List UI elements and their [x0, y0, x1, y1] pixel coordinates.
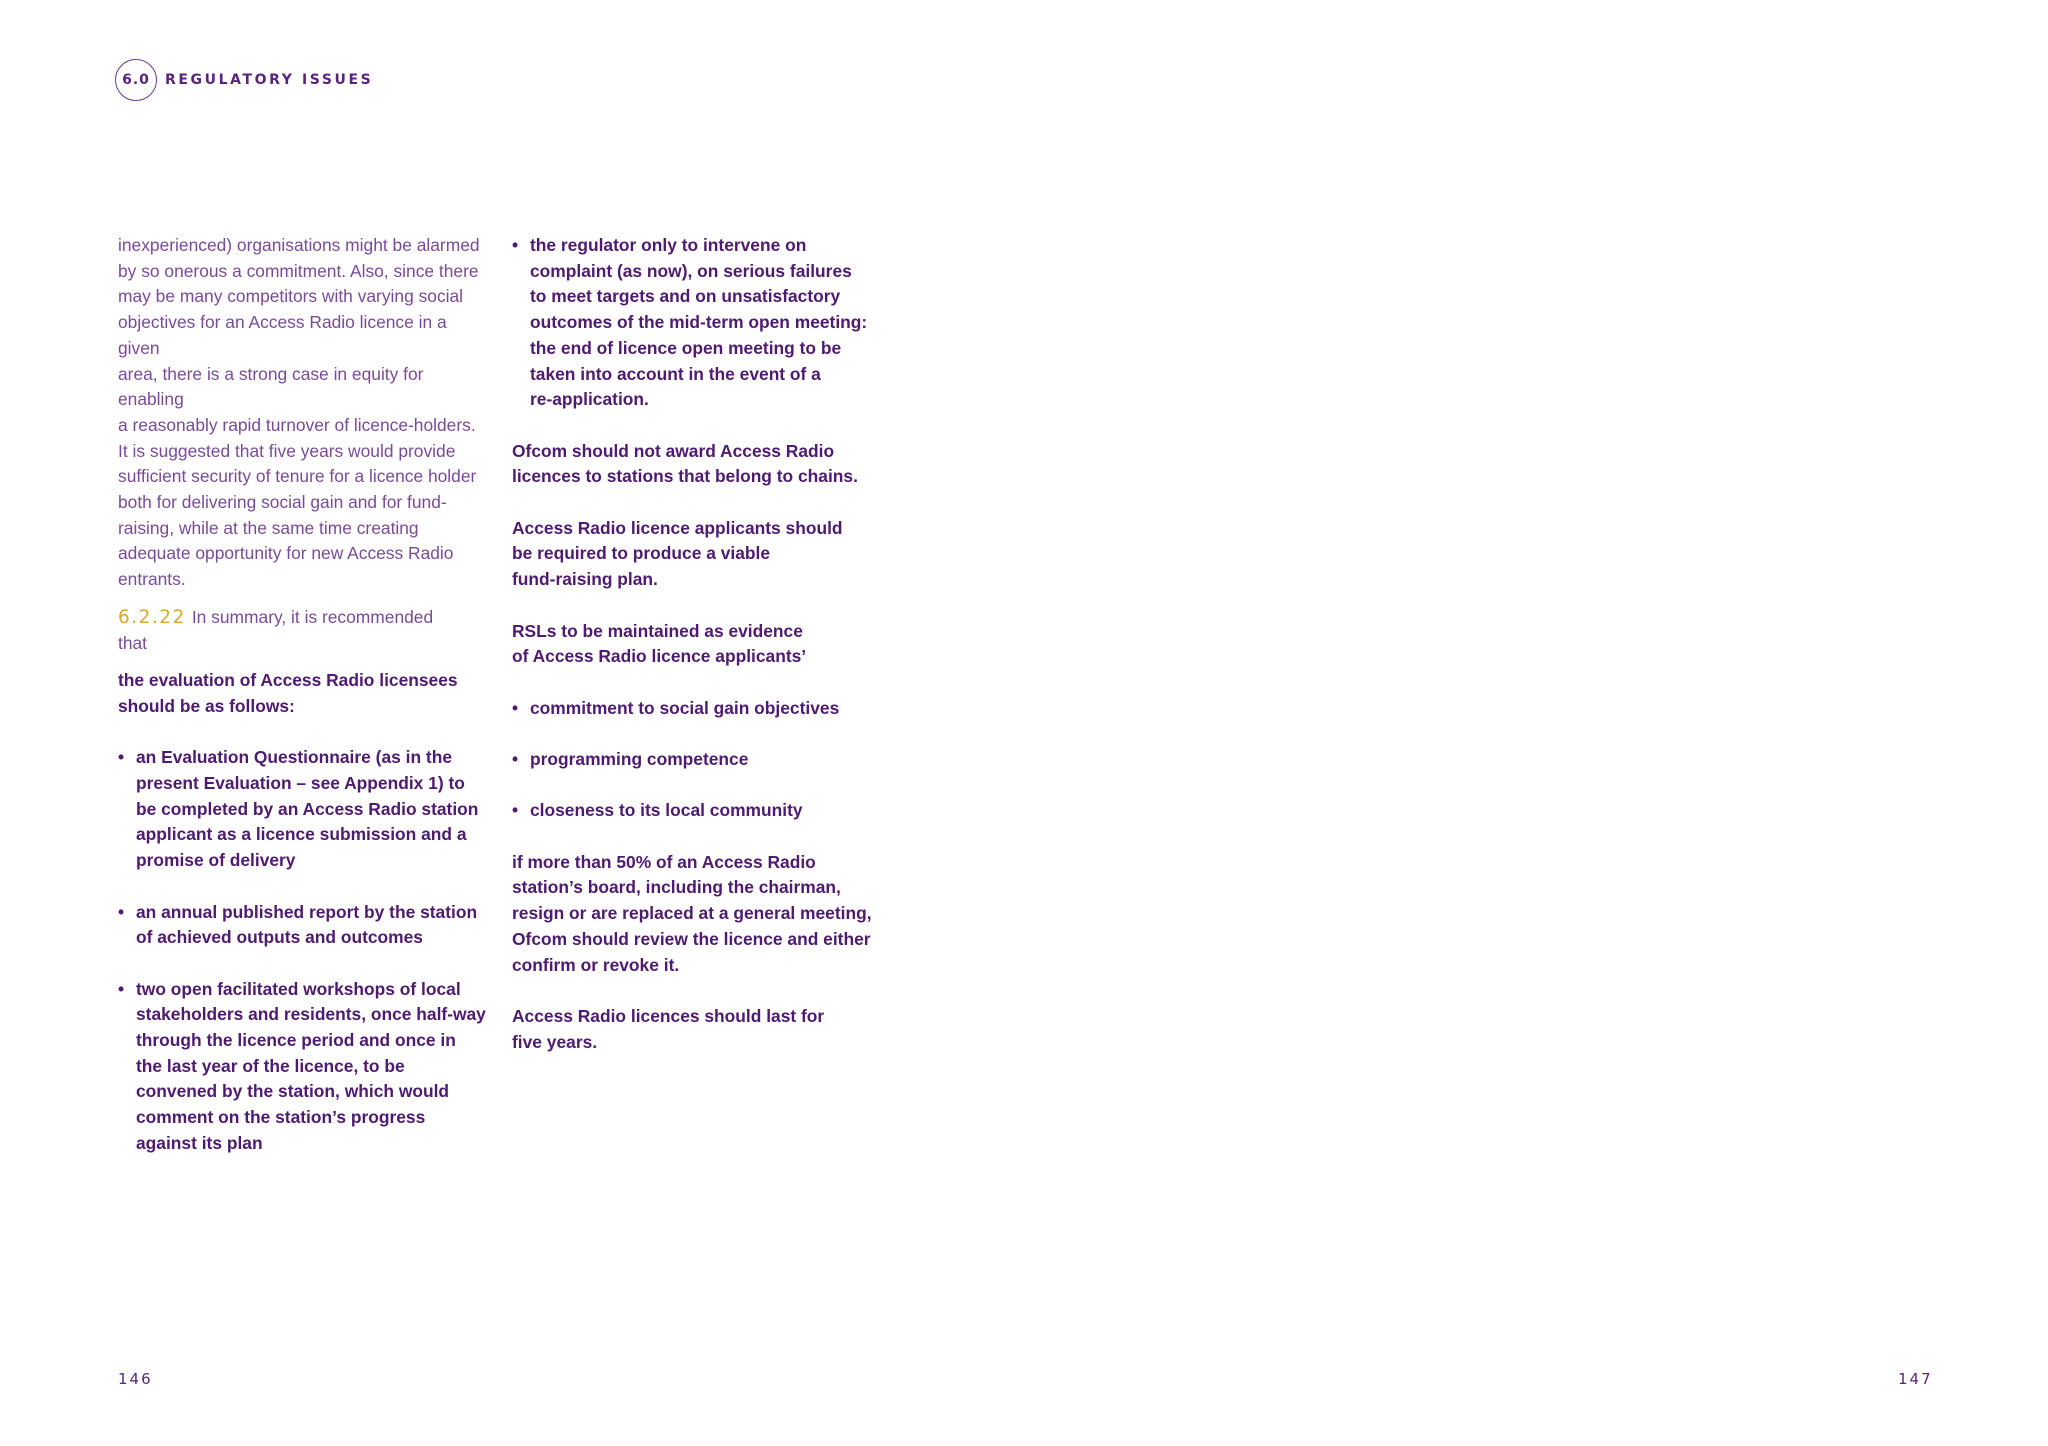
right-column — [512, 233, 892, 1055]
text-line: promise of delivery — [136, 850, 296, 871]
text-line: taken into account in the event of a — [530, 363, 821, 384]
text-line: the last year of the licence, to be — [136, 1055, 405, 1076]
text-line: re-application. — [530, 389, 649, 410]
text-line: raising, while at the same time creating — [118, 517, 419, 538]
text-line: confirm or revoke it. — [512, 954, 680, 975]
text-line: Ofcom should review the licence and either — [512, 928, 871, 949]
rsl-paragraph — [512, 619, 892, 670]
section-header — [115, 59, 373, 101]
board-paragraph — [512, 850, 892, 979]
text-line: convened by the station, which would — [136, 1081, 450, 1102]
text-line: applicant as a licence submission and a — [136, 824, 467, 845]
bullet-item-questionnaire — [118, 745, 493, 874]
left-column — [118, 233, 493, 1157]
bullet-item-programming — [512, 747, 892, 773]
bullet-dot-icon: • — [512, 697, 519, 718]
text-line: comment on the station’s progress — [136, 1107, 426, 1128]
text-line: both for delivering social gain and for fund- — [118, 492, 447, 513]
evaluation-intro — [118, 668, 493, 719]
text-line: the regulator only to intervene on — [530, 235, 807, 255]
text-line: the end of licence open meeting to be — [530, 337, 842, 358]
text-line: present Evaluation – see Appendix 1) to — [136, 773, 465, 794]
text-line: an Evaluation Questionnaire (as in the — [136, 747, 452, 768]
text-line: Ofcom should not award Access Radio — [512, 440, 835, 461]
bullet-dot-icon: • — [512, 800, 519, 821]
bullet-item-commitment — [512, 696, 892, 722]
bullet-dot-icon: • — [118, 901, 125, 922]
text-line: inexperienced) organisations might be alarmed — [118, 235, 480, 255]
text-line: It is suggested that five years would provide — [118, 440, 456, 461]
bullet-dot-icon: • — [118, 978, 125, 999]
bullet-item-regulator — [512, 233, 892, 413]
fundraising-paragraph — [512, 516, 892, 593]
text-line: of Access Radio licence applicants’ — [512, 646, 807, 667]
chains-paragraph — [512, 439, 892, 490]
paragraph-number: 6.2.22 — [118, 606, 186, 628]
summary-line — [118, 605, 493, 631]
text-line: licences to stations that belong to chains. — [512, 466, 858, 487]
summary-paragraph — [118, 605, 493, 656]
term-paragraph — [512, 1004, 892, 1055]
intro-paragraph — [118, 233, 493, 593]
text-line: programming competence — [530, 748, 749, 769]
text-line: resign or are replaced at a general meeting, — [512, 903, 872, 924]
text-line: station’s board, including the chairman, — [512, 877, 841, 898]
bullet-dot-icon: • — [118, 747, 125, 768]
text-line: adequate opportunity for new Access Radio — [118, 543, 454, 564]
text-line: be completed by an Access Radio station — [136, 798, 479, 819]
text-line: objectives for an Access Radio licence in a given — [118, 312, 447, 358]
bullet-dot-icon: • — [512, 235, 519, 255]
text-line: two open facilitated workshops of local — [136, 978, 461, 999]
text-line: by so onerous a commitment. Also, since there — [118, 260, 479, 281]
text-line: five years. — [512, 1031, 598, 1052]
text-line: entrants. — [118, 569, 186, 590]
text-line: fund-raising plan. — [512, 569, 658, 590]
text-line: should be as follows: — [118, 695, 295, 716]
text-line: if more than 50% of an Access Radio — [512, 851, 816, 872]
summary-text: In summary, it is recommended — [191, 606, 434, 627]
text-line: area, there is a strong case in equity for enabling — [118, 363, 424, 410]
text-line: stakeholders and residents, once half-way — [136, 1004, 486, 1025]
text-line: the evaluation of Access Radio licensees — [118, 670, 458, 691]
text-line: RSLs to be maintained as evidence — [512, 620, 803, 641]
text-line: outcomes of the mid-term open meeting: — [530, 312, 868, 333]
text-line: to meet targets and on unsatisfactory — [530, 286, 841, 307]
text-line: Access Radio licence applicants should — [512, 517, 843, 538]
text-line: Access Radio licences should last for — [512, 1005, 825, 1026]
page-number-left: 146 — [118, 1370, 153, 1388]
text-line: of achieved outputs and outcomes — [136, 927, 423, 948]
text-line: an annual published report by the station — [136, 901, 478, 922]
bullet-item-annual-report — [118, 900, 493, 951]
text-line: commitment to social gain objectives — [530, 697, 840, 718]
section-title: REGULATORY ISSUES — [165, 72, 374, 88]
text-line: a reasonably rapid turnover of licence-holders. — [118, 414, 476, 435]
text-line: through the licence period and once in — [136, 1030, 456, 1051]
text-line: sufficient security of tenure for a licence holder — [118, 466, 477, 487]
text-line: complaint (as now), on serious failures — [530, 260, 852, 281]
text-line: against its plan — [136, 1132, 263, 1153]
text-line: closeness to its local community — [530, 800, 803, 821]
bullet-item-workshops — [118, 977, 493, 1157]
section-number-badge: 6.0 — [115, 59, 157, 101]
text-line: be required to produce a viable — [512, 543, 771, 564]
text-line: may be many competitors with varying social — [118, 286, 464, 307]
page-number-right: 147 — [1898, 1370, 1933, 1388]
summary-text-continued: that — [118, 632, 148, 653]
bullet-item-closeness — [512, 798, 892, 824]
bullet-dot-icon: • — [512, 748, 519, 769]
